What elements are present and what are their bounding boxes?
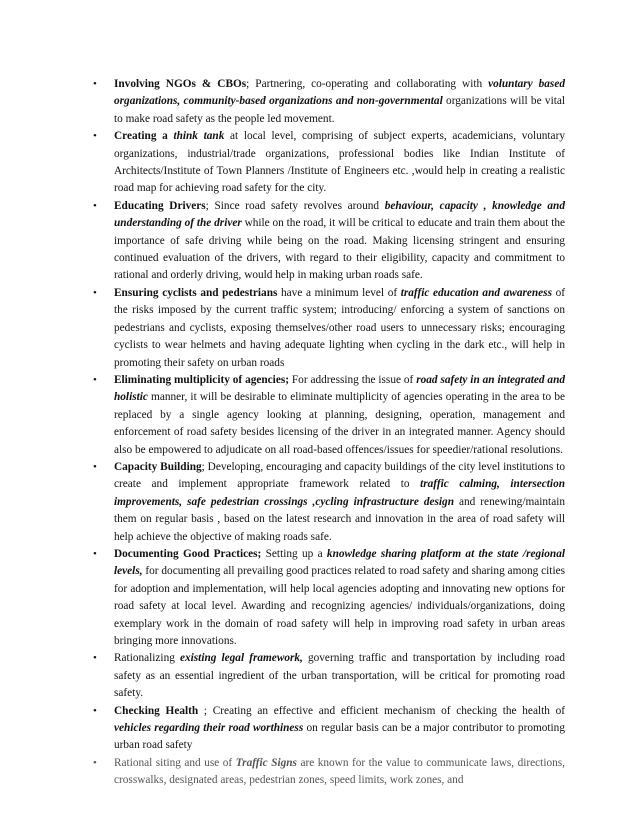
bullet-icon: • [93,547,97,560]
bold-lead: Eliminating multiplicity of agencies; [114,373,289,386]
list-item [93,76,565,128]
list-item [93,128,565,198]
emphasis-span: Traffic Signs [235,756,297,769]
bold-lead: Involving NGOs & CBOs [114,78,247,90]
emphasis-span: traffic calming, intersection improvements, safe pedestrian crossings ,cycling infrastructure design [114,478,565,508]
bold-lead: Documenting Good Practices; [114,547,262,560]
emphasis-span: existing legal framework, [179,652,303,665]
text-span: while on the road, it will be critical to educate and train them about the importance of safe driving while being on the road. Making licensing stringent and ensuring continued evaluation of the drivers, with regard to their eligibility, capacity and commitment to rational and orderly driving, would help in making urban roads safe. [114,217,565,282]
text-span: organizations will be vital to make road safety as the people led movement. [114,95,565,125]
bold-lead: Capacity Building [114,460,202,473]
text-span: are known for the value to communicate laws, directions, crosswalks, designated areas, pedestrian zones, speed limits, work zones, and [114,756,565,787]
bold-lead: Checking Health [114,704,199,717]
text-span: of the risks imposed by the current traffic system; introducing/ enforcing a system of sanctions on pedestrians and cyclists, exposing themselves/other road users to unnecessary risks; encouraging cyclists to wear helmets and having adequate lighting when cycling in the dark etc., will help in promoting their safety on urban roads [114,286,565,369]
text-span: manner, it will be desirable to eliminate multiplicity of agencies operating in the area to be replaced by a single agency looking at planning, designing, operation, management and enforcement of road safety besides licensing of the driver in an integrated manner. Agency should also be empowered to adjudicate on all road-based offences/issues for speedier/rational resolutions. [114,391,565,456]
list-item [93,372,565,459]
bold-lead: Creating a [114,130,174,143]
emphasis-span: think tank [173,130,225,143]
text-span: Rationalizing [114,652,180,665]
text-span: Rational siting and use of [114,756,236,769]
text-span: ; Creating an effective and efficient mechanism of checking the health of [198,704,566,717]
emphasis-span: voluntary based organizations, community-based organizations and non-governmental [114,78,565,108]
list-item [93,546,565,650]
bold-lead: Educating Drivers [114,199,206,212]
text-span: ; Developing, encouraging and capacity buildings of the city level institutions to create and implement appropriate framework related to [114,460,565,491]
list-item [93,703,565,755]
bullet-icon: • [93,756,97,769]
text-span: have a minimum level of [277,286,401,299]
emphasis-span: traffic education and awareness [400,286,552,299]
bullet-list [93,76,565,790]
emphasis-span: vehicles regarding their road worthiness [114,722,304,735]
bullet-icon: • [93,704,97,717]
list-item [93,755,565,790]
bullet-icon: • [93,460,97,473]
text-span: for documenting all prevailing good practices related to road safety and sharing among cities for adoption and implementation, will help local agencies adopting and innovating new options for road safety at local level. Awarding and recognizing agencies/ individuals/organizations, doing exemplary work in the domain of road safety will help in improving road safety in urban areas bringing more innovations. [114,565,565,647]
bullet-icon: • [93,130,97,143]
list-item [93,650,565,702]
text-span: ; Since road safety revolves around [205,199,385,212]
text-span: For addressing the issue of [289,373,417,386]
bullet-icon: • [93,373,97,386]
text-span: Setting up a [261,547,327,560]
bullet-icon: • [93,78,97,90]
bold-lead: Ensuring cyclists and pedestrians [114,286,278,299]
emphasis-span: road safety in an integrated and holistic [114,373,565,404]
list-item [93,459,565,546]
bullet-icon: • [93,199,97,212]
text-span: at local level, comprising of subject experts, academicians, voluntary organizations, industrial/trade organizations, professional bodies like Indian Institute of Architects/Institute of Town Planners /Institute of Engineers etc. ,would help in creating a realistic road map for achieving road safety for the city. [114,130,565,195]
bullet-icon: • [93,286,97,299]
text-span: governing traffic and transportation by including road safety as an essential ingredient of the urban transportation, will be critical for promoting road safety. [114,652,565,700]
bullet-icon: • [93,652,97,665]
list-item [93,198,565,285]
text-span: and renewing/maintain them on regular basis , based on the latest research and innovation in the area of road safety will help achieve the objective of making roads safe. [114,495,565,543]
text-span: on regular basis can be a major contributor to promoting urban road safety [114,722,565,752]
emphasis-span: behaviour, capacity , knowledge and understanding of the driver [114,199,565,230]
emphasis-span: knowledge sharing platform at the state /regional levels, [114,547,565,578]
list-item [93,285,565,372]
text-span: ; Partnering, co-operating and collaborating with [246,78,489,90]
